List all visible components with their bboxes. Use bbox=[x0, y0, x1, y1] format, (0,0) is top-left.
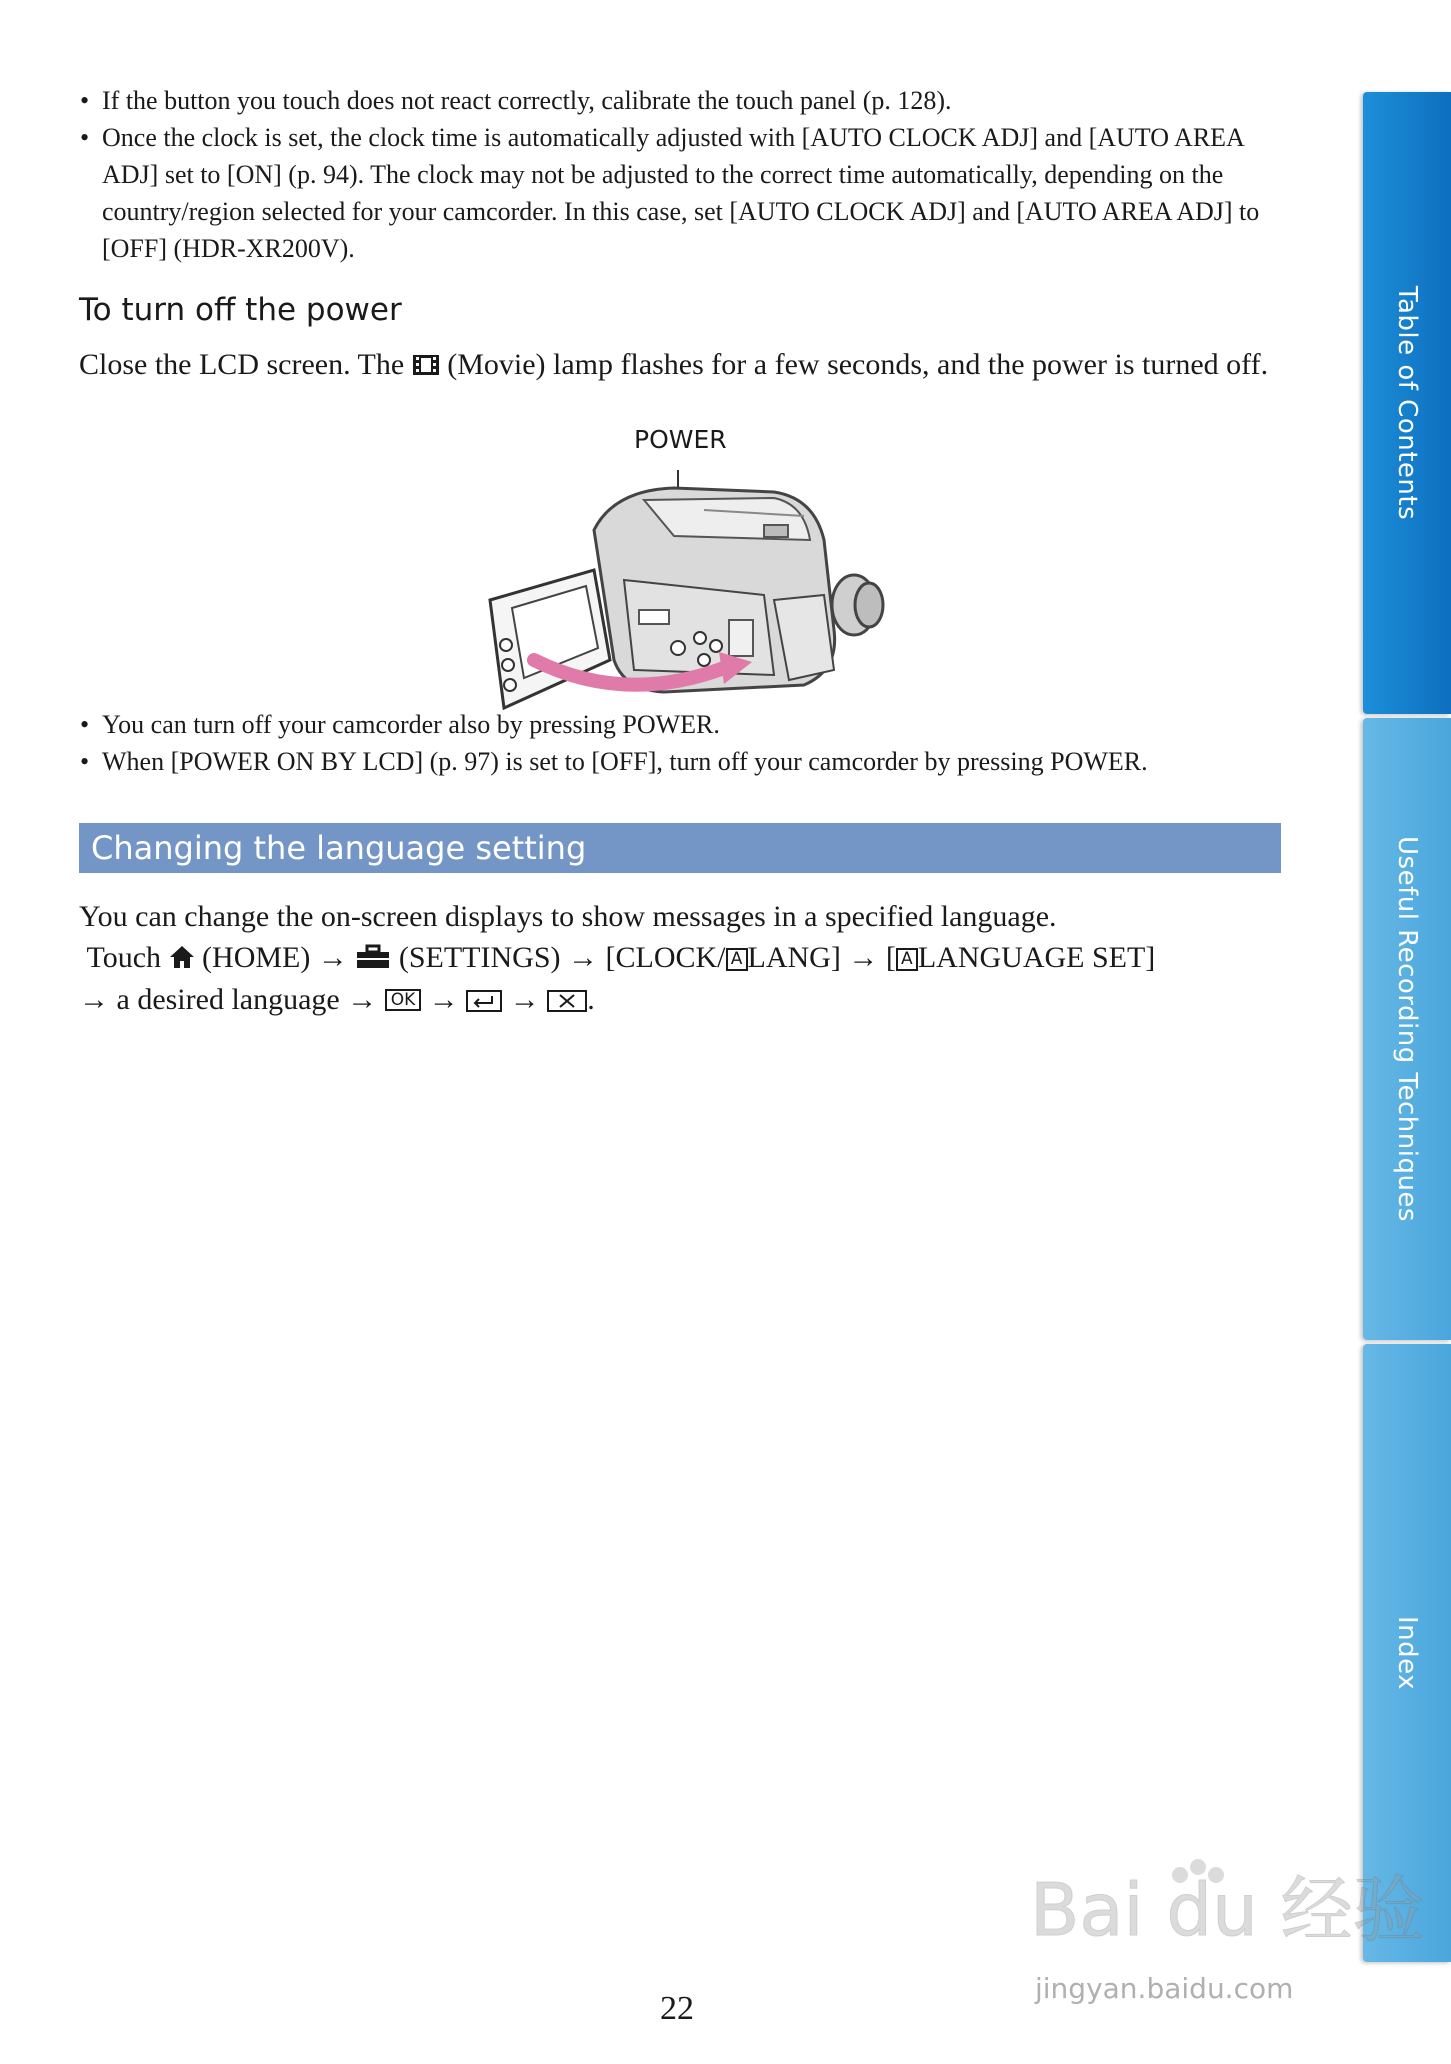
power-paragraph bbox=[79, 344, 1294, 386]
arrow-icon: → bbox=[848, 941, 879, 974]
page-number: 22 bbox=[660, 1990, 694, 2027]
tab-table-of-contents[interactable] bbox=[1363, 92, 1451, 714]
home-icon bbox=[169, 944, 195, 970]
arrow-icon: → bbox=[509, 983, 540, 1016]
settings-toolbox-icon bbox=[355, 944, 391, 970]
power-text-after: (Movie) lamp flashes for a few seconds, and the power is turned off. bbox=[447, 348, 1269, 381]
langset-text: LANGUAGE SET] bbox=[917, 941, 1156, 974]
language-intro: You can change the on-screen displays to show messages in a specified language. bbox=[79, 900, 1057, 933]
touch-text: Touch bbox=[86, 941, 162, 974]
lang-text: LANG] bbox=[747, 941, 841, 974]
language-steps bbox=[79, 937, 1309, 1021]
steps-line-1 bbox=[79, 937, 1309, 979]
clock-text: [CLOCK/ bbox=[605, 941, 726, 974]
ok-button-icon: OK bbox=[385, 989, 422, 1011]
arrow-icon: → bbox=[79, 983, 109, 1016]
desired-language-text: a desired language bbox=[116, 983, 340, 1016]
bullet-item: • You can turn off your camcorder also by pressing POWER. bbox=[80, 706, 1280, 743]
settings-text: (SETTINGS) bbox=[398, 941, 561, 974]
watermark-url: jingyan.baidu.com bbox=[1035, 1972, 1294, 2005]
language-a-icon: A bbox=[896, 948, 918, 971]
arrow-icon: → bbox=[347, 983, 378, 1016]
language-a-icon: A bbox=[726, 948, 748, 971]
tab-label: Table of Contents bbox=[1392, 285, 1422, 521]
tab-label: Useful Recording Techniques bbox=[1392, 836, 1422, 1222]
bullet-item: • When [POWER ON BY LCD] (p. 97) is set to [OFF], turn off your camcorder by pressing POWER. bbox=[80, 743, 1280, 780]
subheading-turn-off-power: To turn off the power bbox=[79, 292, 402, 328]
bullet-item: • If the button you touch does not react correctly, calibrate the touch panel (p. 128). bbox=[80, 82, 1280, 119]
return-icon bbox=[466, 990, 502, 1012]
steps-line-2: → a desired language → OK → → . bbox=[79, 983, 595, 1016]
arrow-icon: → bbox=[428, 983, 459, 1016]
power-text-before: Close the LCD screen. The bbox=[79, 348, 405, 381]
section-heading-language: Changing the language setting bbox=[79, 823, 1281, 873]
figure-label-power: POWER bbox=[634, 425, 727, 454]
bullet-list-power bbox=[80, 706, 1280, 780]
close-icon bbox=[547, 990, 587, 1012]
movie-icon bbox=[412, 353, 440, 377]
home-text: (HOME) bbox=[202, 941, 311, 974]
langset-open: [ bbox=[885, 941, 896, 974]
svg-text:Bai du 经验: Bai du 经验 bbox=[1030, 1868, 1425, 1952]
baidu-watermark-logo bbox=[1030, 1855, 1425, 1965]
arrow-icon: → bbox=[317, 941, 348, 974]
tab-label: Index bbox=[1392, 1615, 1422, 1691]
bullet-item: • Once the clock is set, the clock time is automatically adjusted with [AUTO CLOCK ADJ] and [AUTO AREA ADJ] set to [ON] (p. 94). The clock may not be adjusted to the correct time automatically, depending on the country/region selected for your camcorder. In this case, set [AUTO CLOCK ADJ] and [AUTO AREA ADJ] to [OFF] (HDR-XR200V). bbox=[80, 119, 1280, 267]
tab-useful-recording-techniques[interactable] bbox=[1363, 718, 1451, 1340]
bullet-list-notes bbox=[80, 82, 1280, 267]
arrow-icon: → bbox=[568, 941, 599, 974]
camcorder-illustration bbox=[474, 470, 894, 710]
